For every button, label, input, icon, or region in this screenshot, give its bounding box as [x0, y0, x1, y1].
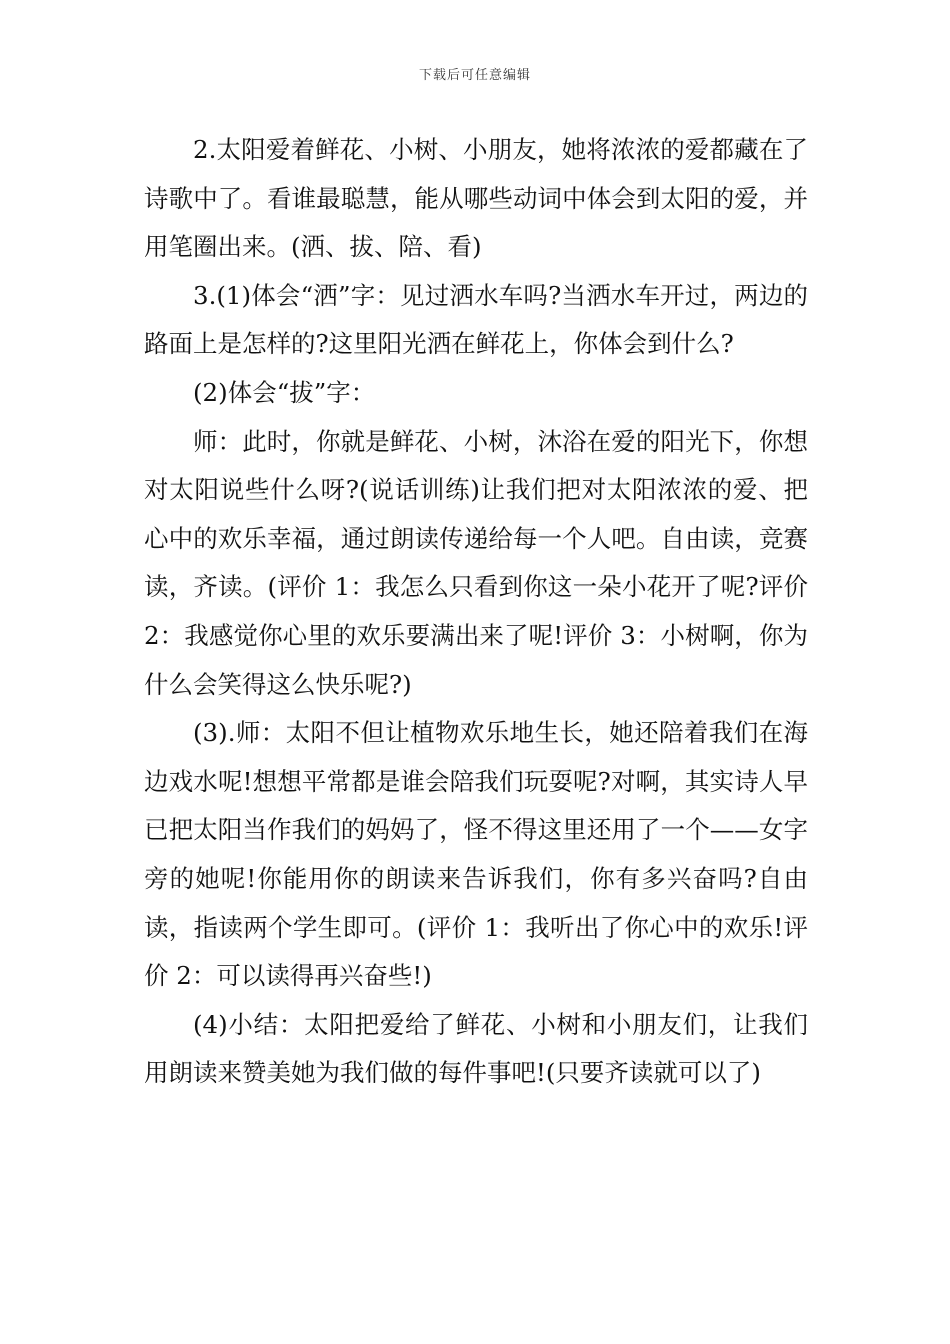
paragraph-3-2: (2)体会“拔”字：	[193, 377, 376, 407]
paragraph-3-1: 3.(1)体会“洒”字：见过洒水车吗?当洒水车开过，两边的路面上是怎样的?这里阳光洒在鲜花上，你体会到什么?	[144, 280, 808, 359]
paragraph-teacher: 师：此时，你就是鲜花、小树，沐浴在爱的阳光下，你想对太阳说些什么呀?(说话训练)让我们把对太阳浓浓的爱、把心中的欢乐幸福，通过朗读传递给每一个人吧。自由读，竞赛读，齐读。(评价 1：我怎么只看到你这一朵小花开了呢?评价 2：我感觉你心里的欢乐要满出来了呢!评价 3：小树啊，你为什么会笑得这么快乐呢?)	[144, 426, 808, 699]
paragraph-3-3: (3).师：太阳不但让植物欢乐地生长，她还陪着我们在海边戏水呢!想想平常都是谁会陪我们玩耍呢?对啊，其实诗人早已把太阳当作我们的妈妈了，怪不得这里还用了一个——女字旁的她呢!你能用你的朗读来告诉我们，你有多兴奋吗?自由读，指读两个学生即可。(评价 1：我听出了你心中的欢乐!评价 2：可以读得再兴奋些!)	[144, 718, 808, 991]
paragraph-2: 2.太阳爱着鲜花、小树、小朋友，她将浓浓的爱都藏在了诗歌中了。看谁最聪慧，能从哪些动词中体会到太阳的爱，并用笔圈出来。(洒、拔、陪、看)	[144, 135, 808, 262]
document-body	[144, 126, 808, 1098]
page-header: 下载后可任意编辑	[418, 68, 531, 83]
paragraph-summary: (4)小结：太阳把爱给了鲜花、小树和小朋友们，让我们用朗读来赞美她为我们做的每件事吧!(只要齐读就可以了)	[144, 1009, 808, 1088]
